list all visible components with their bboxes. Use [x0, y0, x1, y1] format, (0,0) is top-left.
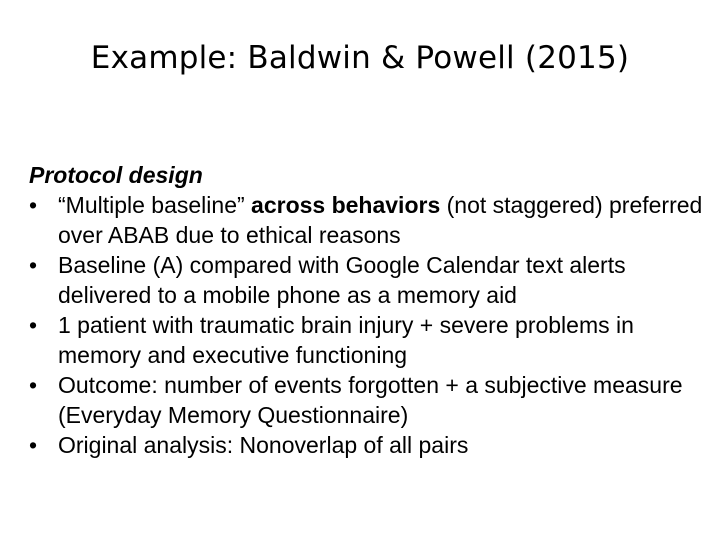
bullet-text-pre: “Multiple baseline” [58, 192, 252, 218]
bullet-item-outcome [29, 370, 709, 430]
bullet-item-baseline [29, 250, 709, 310]
bullet-marker: • [29, 192, 38, 218]
bullet-text: Baseline (A) compared with Google Calendar text alerts delivered to a mobile phone as a memory aid [58, 252, 626, 308]
bullet-item-design [29, 190, 709, 250]
bullet-item-patient [29, 310, 709, 370]
bullet-marker: • [29, 252, 38, 278]
bullet-text: Outcome: number of events forgotten + a subjective measure (Everyday Memory Questionnaire) [58, 372, 683, 428]
bullet-marker: • [29, 432, 38, 458]
slide-body [29, 160, 709, 460]
bullet-text: 1 patient with traumatic brain injury + severe problems in memory and executive functioning [58, 312, 634, 368]
bullet-text-post: (not staggered) preferred over ABAB due to ethical reasons [58, 192, 703, 248]
bullet-item-analysis [29, 430, 709, 460]
bullet-text: Original analysis: Nonoverlap of all pairs [58, 432, 469, 458]
bullet-marker: • [29, 312, 38, 338]
bullet-text-emphasis: across behaviors [251, 192, 441, 218]
bullet-marker: • [29, 372, 38, 398]
bullet-list [29, 190, 709, 460]
slide-title: Example: Baldwin & Powell (2015) [90, 40, 630, 76]
section-heading: Protocol design [29, 162, 203, 188]
